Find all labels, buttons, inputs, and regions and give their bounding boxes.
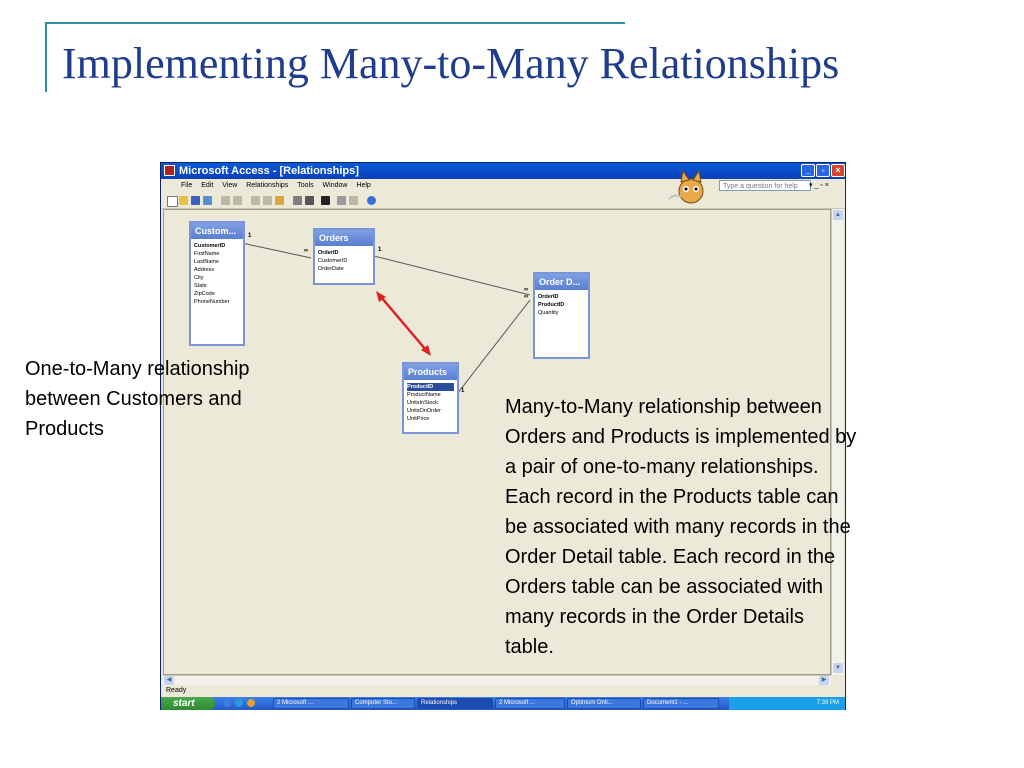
close-button[interactable]: ×	[831, 164, 845, 177]
many-marker-od-product: ∞	[524, 294, 529, 300]
orders-table-title: Orders	[315, 230, 373, 246]
many-marker-od-order: ∞	[524, 287, 529, 293]
left-annotation	[25, 354, 325, 444]
field-address[interactable]: Address	[194, 267, 215, 273]
field-unitsinstock[interactable]: UnitsInStock	[407, 400, 438, 406]
save-icon[interactable]	[191, 196, 200, 205]
field-city[interactable]: City	[194, 275, 204, 281]
one-marker-products: 1	[461, 388, 465, 394]
many-marker-orders: ∞	[304, 248, 309, 254]
scroll-up-icon[interactable]: ▲	[833, 210, 843, 220]
menu-window[interactable]: Window	[322, 182, 348, 189]
new-object-icon[interactable]	[349, 196, 358, 205]
copy-icon[interactable]	[263, 196, 272, 205]
left-annotation-line: One-to-Many relationship	[25, 358, 250, 380]
quicklaunch-ie-icon[interactable]	[235, 699, 243, 707]
task-computer-store[interactable]: Computer Sto...	[351, 698, 415, 709]
field-orders-customerid[interactable]: CustomerID	[318, 258, 348, 264]
one-marker-orders: 1	[378, 247, 382, 253]
right-annotation-line: Each record in the Products table can	[505, 486, 839, 508]
field-quantity[interactable]: Quantity	[538, 310, 559, 316]
spelling-icon[interactable]	[233, 196, 242, 205]
paste-icon[interactable]	[275, 196, 284, 205]
start-button[interactable]: start	[161, 697, 215, 710]
minimize-button[interactable]: _	[801, 164, 815, 177]
print-preview-icon[interactable]	[221, 196, 230, 205]
database-window-icon[interactable]	[337, 196, 346, 205]
one-marker-customers: 1	[248, 233, 252, 239]
quicklaunch-desktop-icon[interactable]	[223, 699, 231, 707]
field-unitsonorder[interactable]: UnitsOnOrder	[407, 408, 441, 414]
field-firstname[interactable]: FirstName	[194, 251, 220, 257]
status-bar: Ready	[166, 687, 187, 694]
field-state[interactable]: State	[194, 283, 207, 289]
field-od-productid[interactable]: ProductID	[538, 302, 565, 308]
help-search-input[interactable]: Type a question for help	[719, 180, 811, 191]
orders-orderdetails-line	[374, 256, 530, 295]
tray-clock: 7:39 PM	[816, 700, 839, 706]
field-productname[interactable]: ProductName	[407, 392, 441, 398]
customers-orders-line	[242, 243, 311, 258]
window-titlebar[interactable]	[161, 163, 845, 179]
horizontal-scrollbar[interactable]	[163, 675, 831, 685]
task-microsoft-2[interactable]: 2 Microsoft ...	[495, 698, 565, 709]
right-annotation-line: table.	[505, 636, 554, 658]
right-annotation-line: Many-to-Many relationship between	[505, 396, 822, 418]
menu-edit[interactable]: Edit	[201, 182, 214, 189]
orders-table[interactable]	[313, 228, 375, 285]
access-app-icon	[164, 165, 175, 176]
right-annotation-line: Orders and Products is implemented by	[505, 426, 857, 448]
right-annotation-line: Order Detail table. Each record in the	[505, 546, 836, 568]
customers-table-title: Custom...	[191, 223, 243, 239]
delete-icon[interactable]	[321, 196, 330, 205]
field-zipcode[interactable]: ZipCode	[194, 291, 215, 297]
task-relationships[interactable]: Relationships	[417, 698, 493, 709]
scroll-down-icon[interactable]: ▼	[833, 663, 843, 673]
show-table-icon[interactable]	[293, 196, 302, 205]
left-annotation-line: Products	[25, 418, 104, 440]
title-accent-bar	[45, 22, 47, 92]
right-annotation-line: Orders table can be associated with	[505, 576, 823, 598]
order-details-table[interactable]	[533, 272, 590, 359]
title-accent-line	[45, 22, 625, 24]
help-icon[interactable]	[367, 196, 376, 205]
menu-view[interactable]: View	[222, 182, 238, 189]
customers-table[interactable]	[189, 221, 245, 346]
order-details-table-title: Order D...	[535, 274, 588, 290]
task-optimum-online[interactable]: Optimum Onli...	[567, 698, 641, 709]
field-productid[interactable]: ProductID	[407, 383, 454, 391]
task-document1[interactable]: Document1 - ...	[643, 698, 719, 709]
new-icon[interactable]	[167, 196, 178, 207]
scroll-right-icon[interactable]: ▶	[819, 676, 829, 685]
field-orderdate[interactable]: OrderDate	[318, 266, 344, 272]
right-annotation-line: many records in the Order Details	[505, 606, 805, 628]
restore-button[interactable]: ▫	[816, 164, 830, 177]
products-table[interactable]	[402, 362, 459, 434]
windows-taskbar	[161, 697, 845, 710]
mdi-controls[interactable]: ▾ _ ▫ ×	[809, 182, 829, 189]
menu-help[interactable]: Help	[356, 182, 371, 189]
field-od-orderid[interactable]: OrderID	[538, 294, 559, 300]
products-table-title: Products	[404, 364, 457, 380]
right-annotation-line: a pair of one-to-many relationships.	[505, 456, 819, 478]
open-folder-icon[interactable]	[179, 196, 188, 205]
quicklaunch-media-icon[interactable]	[247, 699, 255, 707]
print-icon[interactable]	[203, 196, 212, 205]
task-microsoft-1[interactable]: 2 Microsoft ...	[273, 698, 349, 709]
menu-relationships[interactable]: Relationships	[246, 182, 289, 189]
field-unitprice[interactable]: UnitPrice	[407, 416, 430, 422]
menu-file[interactable]: File	[181, 182, 193, 189]
show-all-icon[interactable]	[305, 196, 314, 205]
cut-icon[interactable]	[251, 196, 260, 205]
menu-tools[interactable]: Tools	[297, 182, 314, 189]
field-phonenumber[interactable]: PhoneNumber	[194, 299, 230, 305]
field-customerid[interactable]: CustomerID	[194, 243, 226, 249]
field-lastname[interactable]: LastName	[194, 259, 220, 265]
slide-title: Implementing Many-to-Many Relationships	[62, 39, 840, 88]
system-tray	[729, 697, 845, 710]
scroll-left-icon[interactable]: ◀	[164, 676, 174, 685]
right-annotation	[505, 392, 975, 662]
products-orderdetails-line	[457, 300, 530, 394]
toolbar	[161, 193, 845, 209]
right-annotation-line: be associated with many records in the	[505, 516, 851, 538]
window-title: Microsoft Access - [Relationships]	[179, 165, 359, 177]
field-orderid[interactable]: OrderID	[318, 250, 339, 256]
left-annotation-line: between Customers and	[25, 388, 242, 410]
